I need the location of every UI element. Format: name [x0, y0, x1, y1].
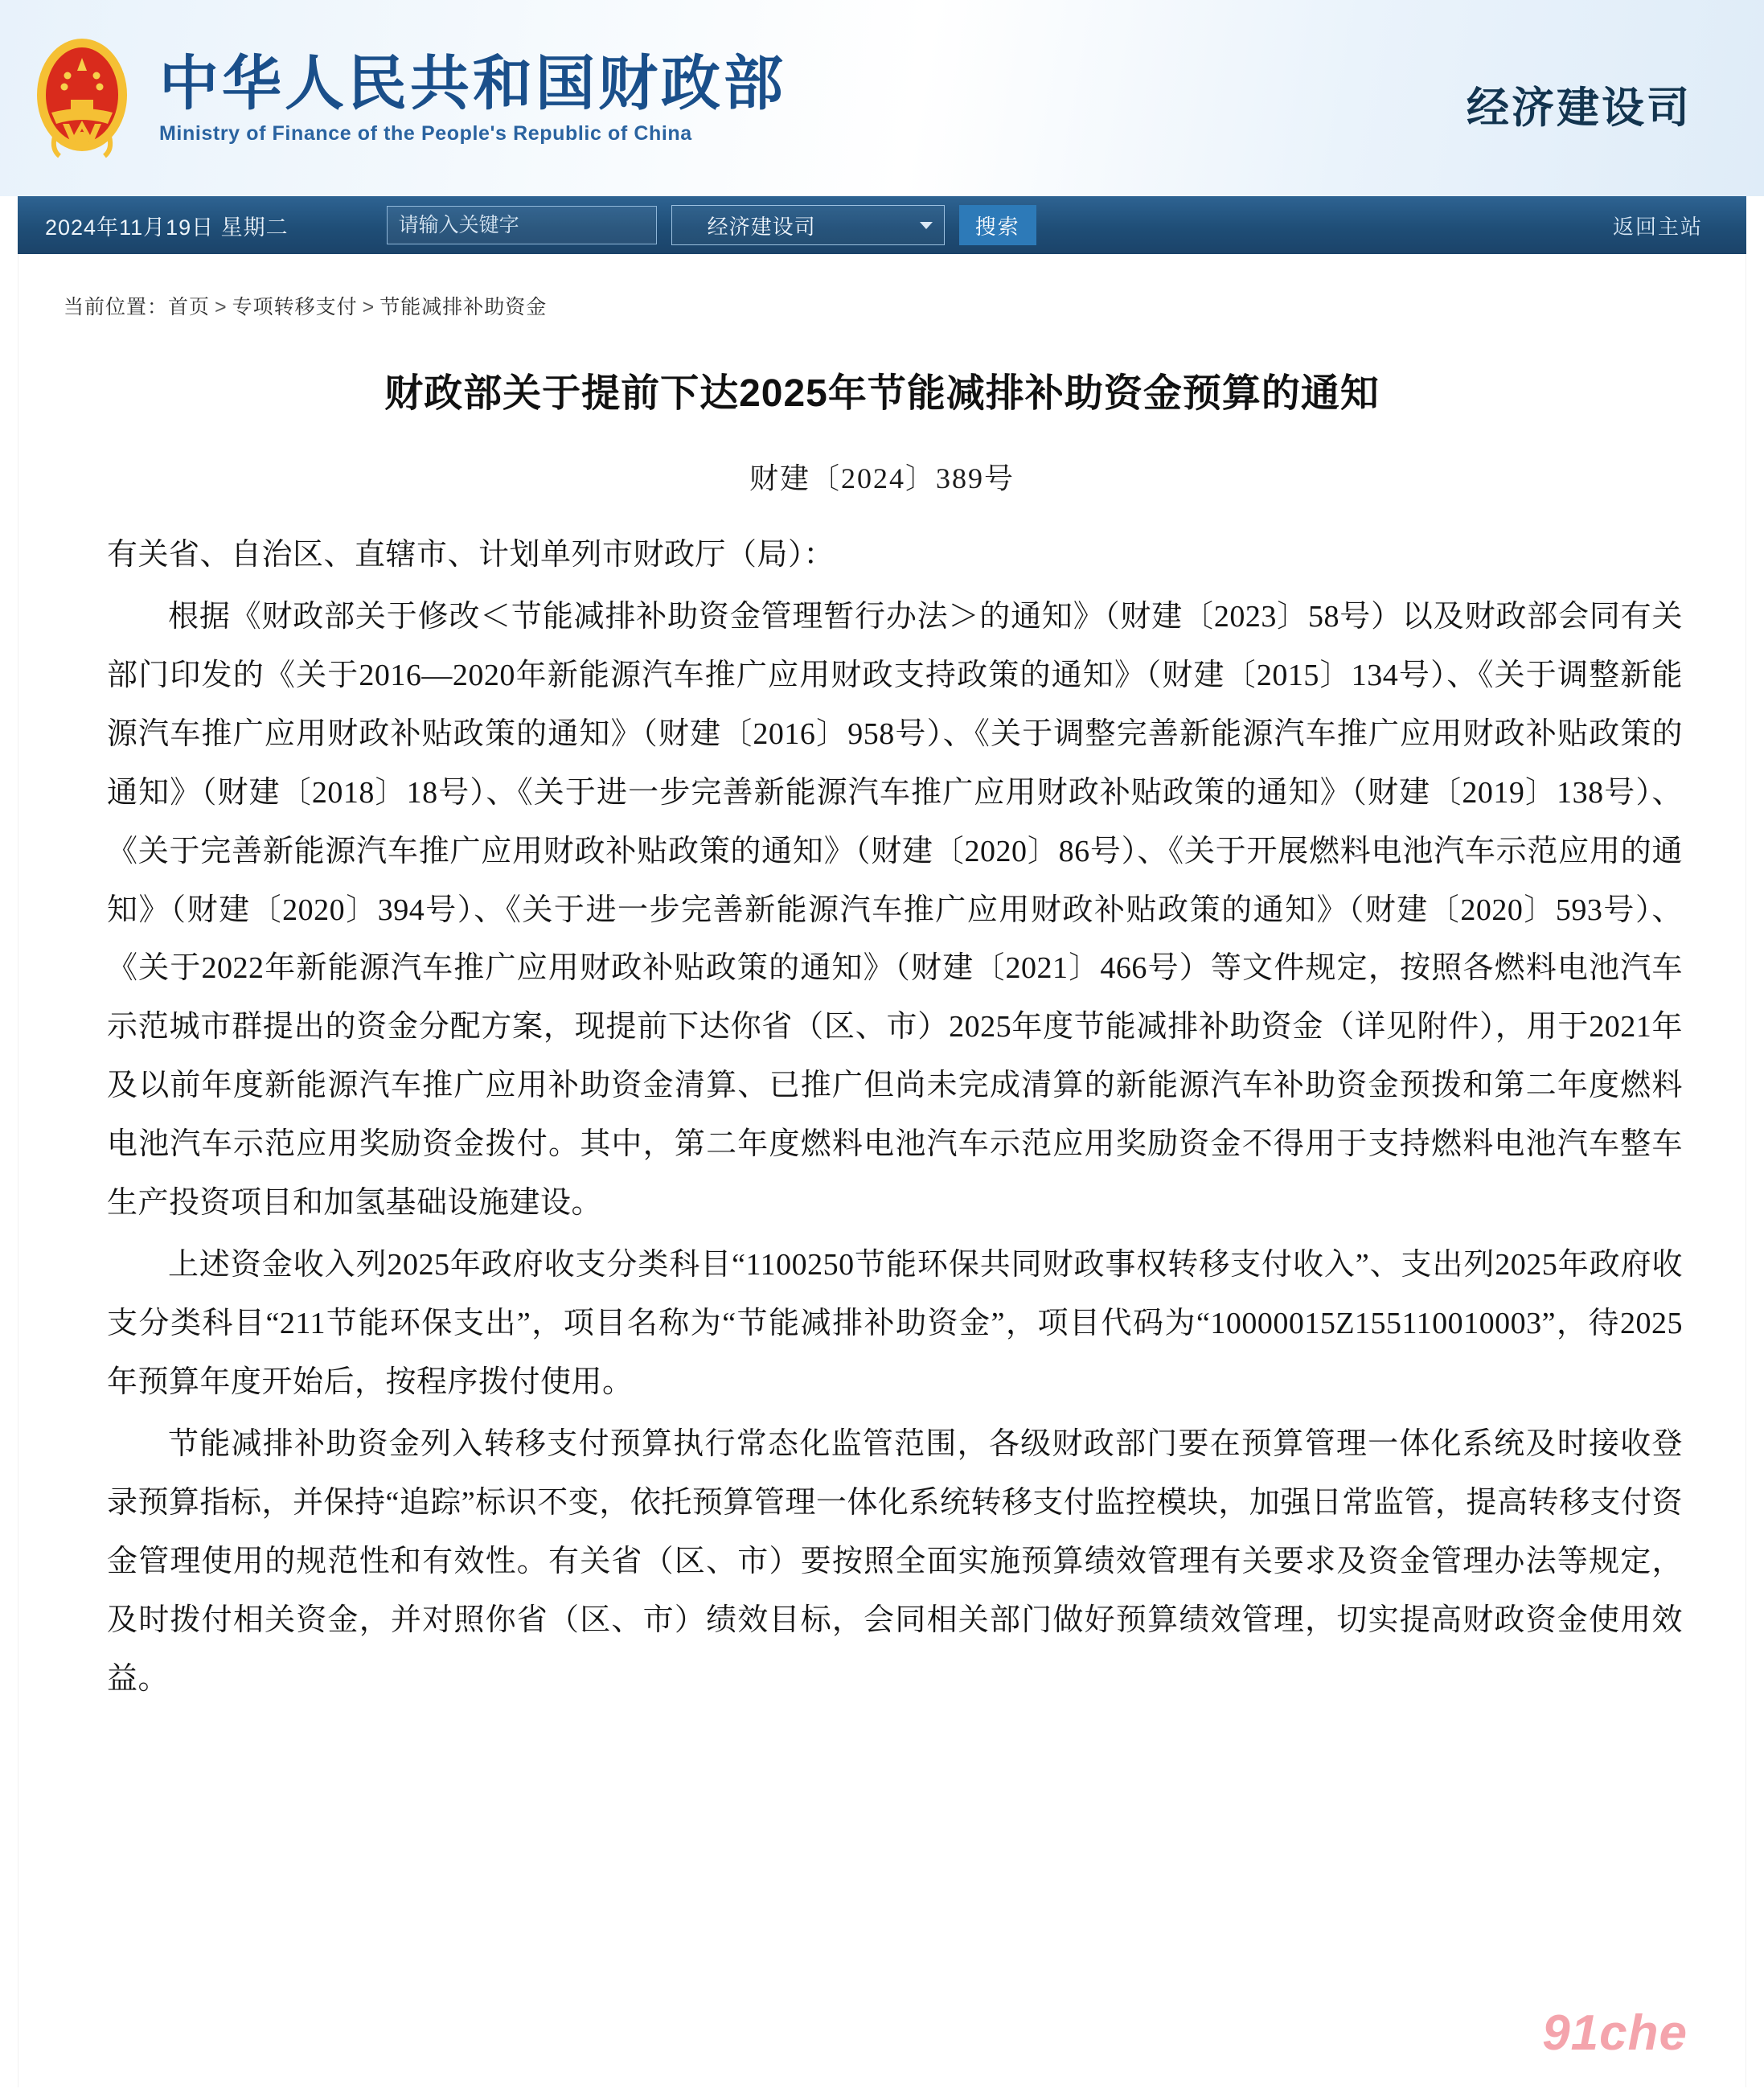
document-salutation: 有关省、自治区、直辖市、计划单列市财政厅（局）： — [107, 537, 835, 572]
document-paragraph-1: 根据《财政部关于修改＜节能减排补助资金管理暂行办法＞的通知》（财建〔2023〕58号）以及财政部会同有关部门印发的《关于2016—2020年新能源汽车推广应用财政支持政策的通知》（财建〔2015〕134号）、《关于调整新能源汽车推广应用财政补贴政策的通知》（财建〔2016〕958号）、《关于调整完善新能源汽车推广应用财政补贴政策的通知》（财建〔2018〕18号）、《关于进一步完善新能源汽车推广应用财政补贴政策的通知》（财建〔2019〕138号）、《关于完善新能源汽车推广应用财政补贴政策的通知》（财建〔2020〕86号）、《关于开展燃料电池汽车示范应用的通知》（财建〔2020〕394号）、《关于进一步完善新能源汽车推广应用财政补贴政策的通知》（财建〔2020〕593号）、《关于2022年新能源汽车推广应用财政补贴政策的通知》（财建〔2021〕466号）等文件规定，按照各燃料电池汽车示范城市群提出的资金分配方案，现提前下达你省（区、市）2025年度节能减排补助资金（详见附件），用于2021年及以前年度新能源汽车推广应用补助资金清算、已推广但尚未完成清算的新能源汽车补助资金预拨和第二年度燃料电池汽车示范应用奖励资金拨付。其中，第二年度燃料电池汽车示范应用奖励资金不得用于支持燃料电池汽车整车生产投资项目和加氢基础设施建设。 — [107, 599, 1683, 1221]
breadcrumb-item-special-transfer[interactable]: 专项转移支付 — [232, 296, 358, 318]
national-emblem-icon — [27, 34, 137, 162]
current-date-label: 2024年11月19日 星期二 — [45, 215, 289, 240]
breadcrumb-item-subsidy-fund[interactable]: 节能减排补助资金 — [379, 296, 548, 318]
document-body — [107, 526, 1683, 1709]
content-area — [18, 254, 1746, 2087]
page-title: 财政部关于提前下达2025年节能减排补助资金预算的通知 — [384, 372, 1380, 415]
ministry-name-block — [159, 51, 786, 146]
ministry-name-en: Ministry of Finance of the People's Republic of China — [159, 121, 692, 145]
breadcrumb — [18, 254, 1746, 320]
chevron-down-icon — [920, 222, 933, 229]
search-button[interactable]: 搜索 — [959, 205, 1036, 245]
document-paragraph-3: 节能减排补助资金列入转移支付预算执行常态化监管范围，各级财政部门要在预算管理一体化系统及时接收登录预算指标，并保持“追踪”标识不变，依托预算管理一体化系统转移支付监控模块，加强日常监管，提高转移支付资金管理使用的规范性和有效性。有关省（区、市）要按照全面实施预算绩效管理有关要求及资金管理办法等规定，及时拨付相关资金，并对照你省（区、市）绩效目标，会同相关部门做好预算绩效管理，切实提高财政资金使用效益。 — [107, 1427, 1683, 1696]
watermark: 91che — [1542, 2005, 1688, 2061]
search-input[interactable] — [387, 206, 657, 244]
document-number: 财建〔2024〕389号 — [749, 462, 1015, 495]
breadcrumb-prefix: 当前位置： — [64, 296, 169, 318]
department-select[interactable] — [671, 205, 945, 245]
department-select-value: 经济建设司 — [707, 214, 816, 239]
department-title: 经济建设司 — [1467, 84, 1692, 132]
return-main-site-link[interactable]: 返回主站 — [1612, 214, 1703, 239]
search-area — [387, 205, 1036, 245]
breadcrumb-item-home[interactable]: 首页 — [168, 296, 211, 318]
utility-nav-bar — [18, 196, 1746, 254]
ministry-name-cn: 中华人民共和国财政部 — [159, 50, 786, 117]
document-paragraph-2: 上述资金收入列2025年政府收支分类科目“1100250节能环保共同财政事权转移支付收入”、支出列2025年政府收支分类科目“211节能环保支出”，项目名称为“节能减排补助资金”，项目代码为“10000015Z155110010003”，待2025年预算年度开始后，按程序拨付使用。 — [107, 1248, 1683, 1400]
site-header — [0, 0, 1764, 196]
breadcrumb-separator-1: > — [215, 296, 228, 318]
breadcrumb-separator-2: > — [362, 296, 375, 318]
